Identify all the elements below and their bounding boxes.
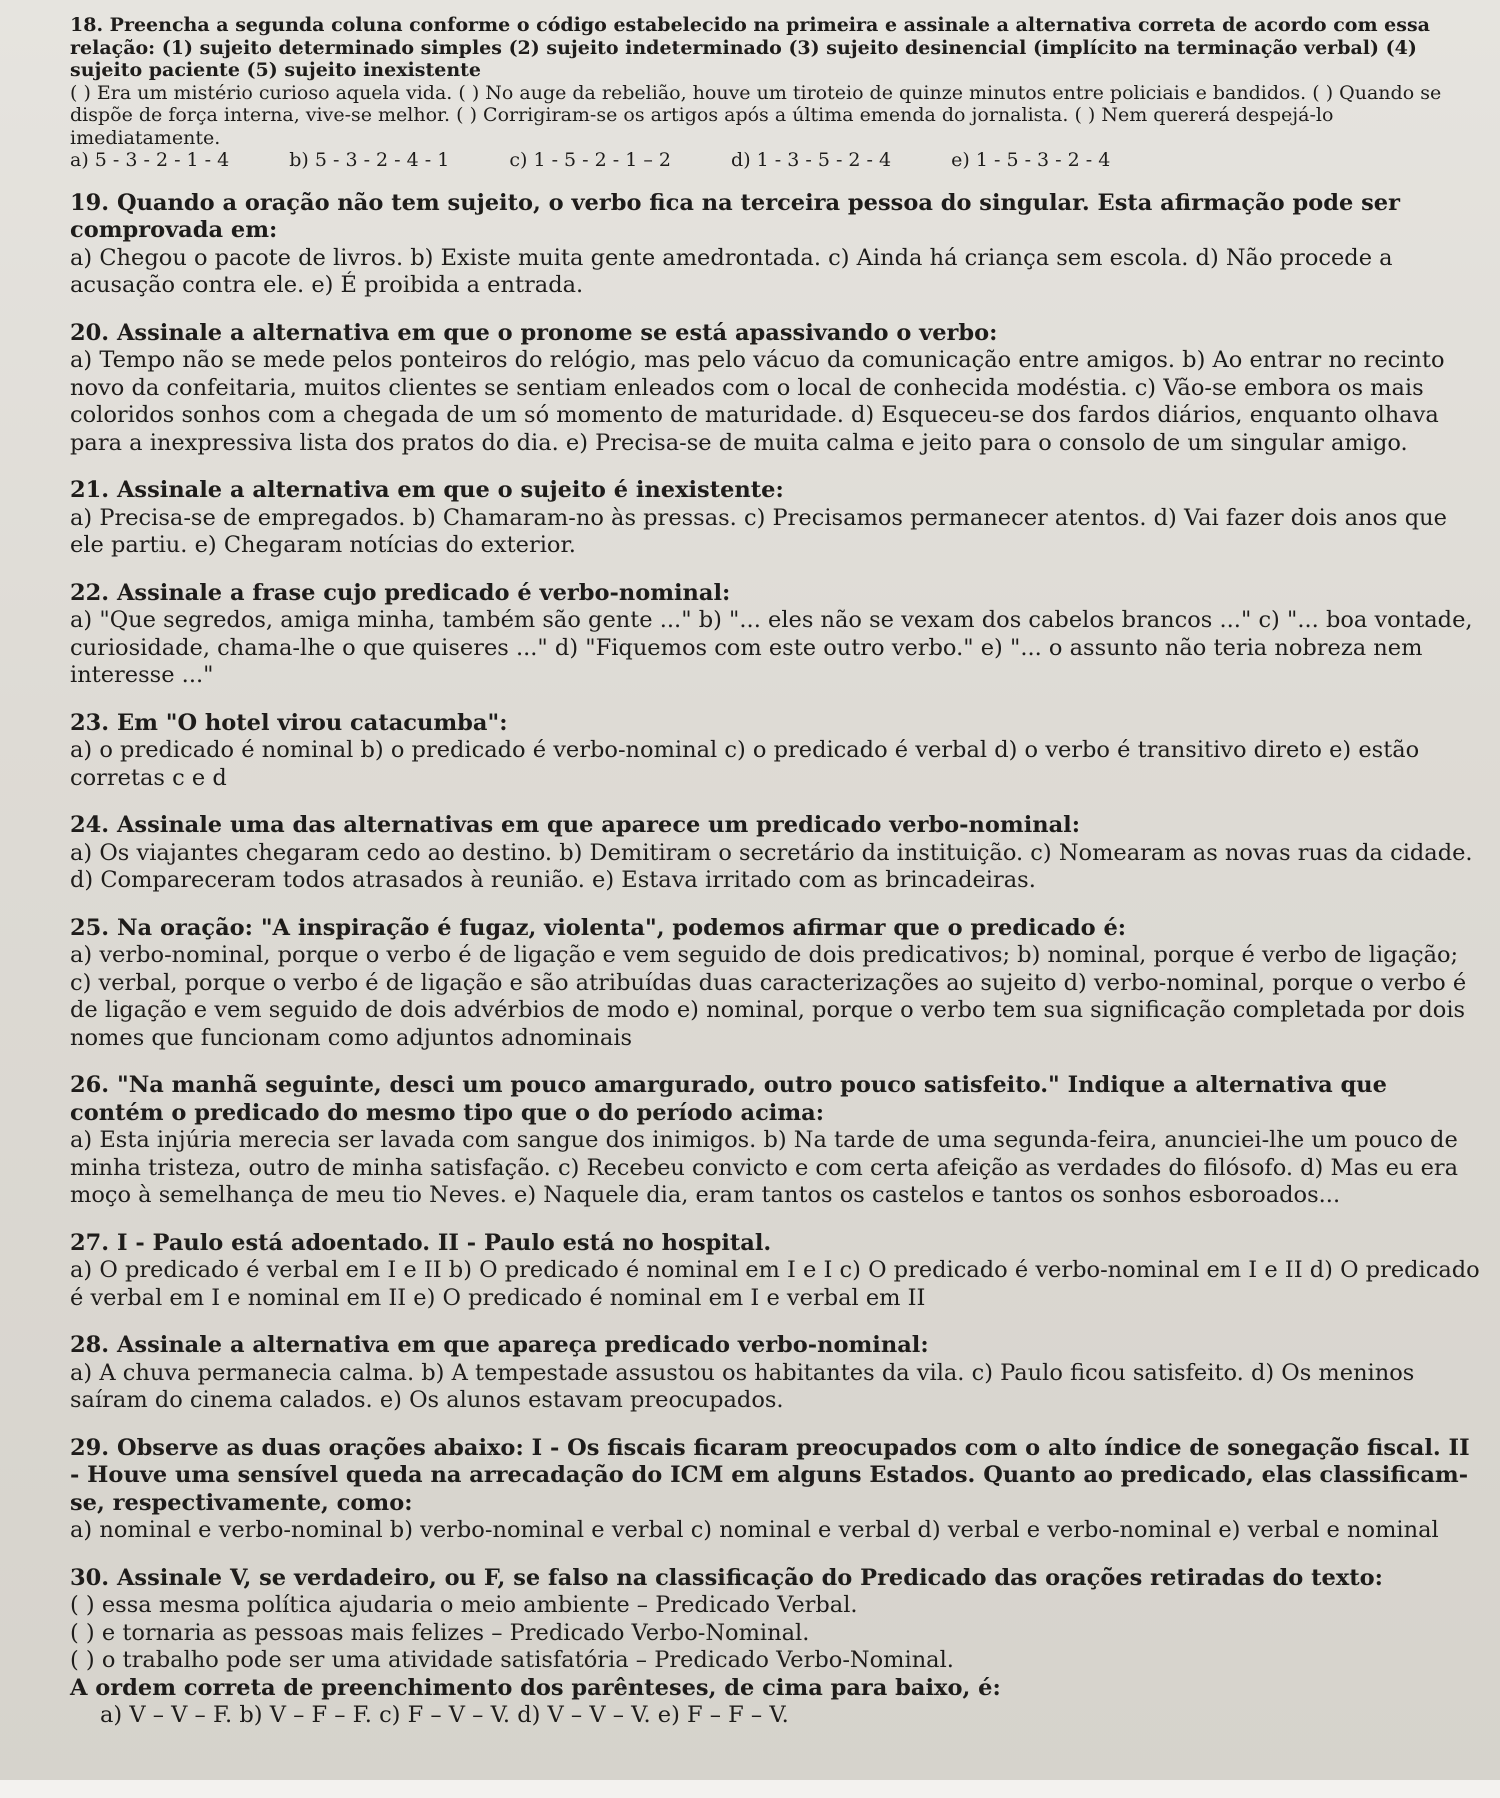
question-27 xyxy=(70,1230,1480,1313)
question-18 xyxy=(70,14,1480,172)
question-19-stem: 19. Quando a oração não tem sujeito, o verbo fica na terceira pessoa do singular. Esta afirmação pode ser comprovada em: xyxy=(70,189,1400,243)
page-bottom-edge xyxy=(0,1780,1500,1798)
option-a: a) 5 - 3 - 2 - 1 - 4 xyxy=(70,149,230,171)
question-23-options: a) o predicado é nominal b) o predicado é verbo-nominal c) o predicado é verbal d) o verbo é transitivo direto e) estão corretas c e d xyxy=(70,737,1420,791)
question-19-options: a) Chegou o pacote de livros. b) Existe muita gente amedrontada. c) Ainda há criança sem escola. d) Não procede a acusação contra ele. e) É proibida a entrada. xyxy=(70,244,1393,298)
question-21-options: a) Precisa-se de empregados. b) Chamaram-no às pressas. c) Precisamos permanecer atentos. d) Vai fazer dois anos que ele partiu. e) Chegaram notícias do exterior. xyxy=(70,504,1447,558)
option-e: e) 1 - 5 - 3 - 2 - 4 xyxy=(951,149,1111,171)
question-27-options: a) O predicado é verbal em I e II b) O predicado é nominal em I e I c) O predicado é verbo-nominal em I e II d) O predicado é verbal em I e nominal em II e) O predicado é nominal em I e verbal em II xyxy=(70,1257,1480,1311)
question-22-stem: 22. Assinale a frase cujo predicado é verbo-nominal: xyxy=(70,579,731,606)
question-20 xyxy=(70,320,1480,458)
question-20-options: a) Tempo não se mede pelos ponteiros do relógio, mas pelo vácuo da comunicação entre amigos. b) Ao entrar no recinto novo da confeitaria, muitos clientes se sentiam enleados com o local de conhecida modéstia. c) Vão-se embora os mais coloridos sonhos com a chegada de um só momento de maturidade. d) Esqueceu-se dos fardos diários, enquanto olhava para a inexpressiva lista dos pratos do dia. e) Precisa-se de muita calma e jeito para o consolo de um singular amigo. xyxy=(70,347,1445,456)
question-25-stem: 25. Na oração: "A inspiração é fugaz, violenta", podemos afirmar que o predicado é: xyxy=(70,914,1127,941)
question-21 xyxy=(70,477,1480,560)
question-22 xyxy=(70,580,1480,690)
question-24-options: a) Os viajantes chegaram cedo ao destino. b) Demitiram o secretário da instituição. c) Nomearam as novas ruas da cidade. d) Compareceram todos atrasados à reunião. e) Estava irritado com as brincadeiras. xyxy=(70,839,1473,893)
question-27-stem: 27. I - Paulo está adoentado. II - Paulo está no hospital. xyxy=(70,1229,772,1256)
question-30-stem: 30. Assinale V, se verdadeiro, ou F, se falso na classificação do Predicado das orações retiradas do texto: xyxy=(70,1564,1383,1591)
question-22-options: a) "Que segredos, amiga minha, também são gente ..." b) "... eles não se vexam dos cabelos brancos ..." c) "... boa vontade, curiosidade, chama-lhe o que quiseres ..." d) "Fiquemos com este outro verbo." e) "... o assunto não teria nobreza nem interesse ..." xyxy=(70,607,1473,688)
question-21-stem: 21. Assinale a alternativa em que o sujeito é inexistente: xyxy=(70,477,784,503)
question-18-options xyxy=(70,149,1480,172)
question-29-stem: 29. Observe as duas orações abaixo: I - Os fiscais ficaram preocupados com o alto índice de sonegação fiscal. II - Houve uma sensível queda na arrecadação do ICM em alguns Estados. Quanto ao predicado, elas classificam-se, respectivamente, como: xyxy=(70,1434,1470,1516)
question-19 xyxy=(70,190,1480,300)
question-30 xyxy=(70,1565,1480,1730)
question-26 xyxy=(70,1072,1480,1210)
question-28-options: a) A chuva permanecia calma. b) A tempestade assustou os habitantes da vila. c) Paulo ficou satisfeito. d) Os meninos saíram do cinema calados. e) Os alunos estavam preocupados. xyxy=(70,1359,1415,1413)
question-30-item-2: ( ) e tornaria as pessoas mais felizes – Predicado Verbo-Nominal. xyxy=(70,1619,810,1646)
question-28 xyxy=(70,1332,1480,1415)
option-c: c) 1 - 5 - 2 - 1 – 2 xyxy=(509,149,671,171)
question-23-stem: 23. Em "O hotel virou catacumba": xyxy=(70,709,508,736)
question-23 xyxy=(70,710,1480,793)
question-18-body: ( ) Era um mistério curioso aquela vida. ( ) No auge da rebelião, houve um tiroteio de quinze minutos entre policiais e bandidos. ( ) Quando se dispõe de força interna, vive-se melhor. ( ) Corrigiram-se os artigos após a última emenda do jornalista. ( ) Nem quererá despejá-lo imediatamente. xyxy=(70,81,1442,149)
question-25-options: a) verbo-nominal, porque o verbo é de ligação e vem seguido de dois predicativos; b) nominal, porque é verbo de ligação; c) verbal, porque o verbo é de ligação e são atribuídas duas caracterizações ao sujeito d) verbo-nominal, porque o verbo é de ligação e vem seguido de dois advérbios de modo e) nominal, porque o verbo tem sua significação completada por dois nomes que funcionam como adjuntos adnominais xyxy=(70,942,1467,1051)
question-18-stem: 18. Preencha a segunda coluna conforme o código estabelecido na primeira e assinale a alternativa correta de acordo com essa relação: (1) sujeito determinado simples (2) sujeito indeterminado (3) sujeito desinencial (implícito na terminação verbal) (4) sujeito paciente (5) sujeito inexistente xyxy=(70,14,1430,81)
question-26-stem: 26. "Na manhã seguinte, desci um pouco amargurado, outro pouco satisfeito." Indique a alternativa que contém o predicado do mesmo tipo que o do período acima: xyxy=(70,1072,1387,1126)
option-d: d) 1 - 3 - 5 - 2 - 4 xyxy=(731,149,892,171)
question-29 xyxy=(70,1435,1480,1545)
option-b: b) 5 - 3 - 2 - 4 - 1 xyxy=(289,149,450,171)
question-30-item-1: ( ) essa mesma política ajudaria o meio ambiente – Predicado Verbal. xyxy=(70,1592,858,1618)
question-24-stem: 24. Assinale uma das alternativas em que aparece um predicado verbo-nominal: xyxy=(70,812,1081,838)
question-30-options: a) V – V – F. b) V – F – F. c) F – V – V. d) V – V – V. e) F – F – V. xyxy=(100,1702,789,1728)
question-30-prompt: A ordem correta de preenchimento dos parênteses, de cima para baixo, é: xyxy=(70,1674,1001,1701)
question-29-options: a) nominal e verbo-nominal b) verbo-nominal e verbal c) nominal e verbal d) verbal e verbo-nominal e) verbal e nominal xyxy=(70,1517,1439,1543)
question-28-stem: 28. Assinale a alternativa em que apareça predicado verbo-nominal: xyxy=(70,1332,929,1358)
exercise-sheet xyxy=(70,14,1480,1750)
question-20-stem: 20. Assinale a alternativa em que o pronome se está apassivando o verbo: xyxy=(70,319,998,346)
question-30-item-3: ( ) o trabalho pode ser uma atividade satisfatória – Predicado Verbo-Nominal. xyxy=(70,1647,954,1673)
question-26-options: a) Esta injúria merecia ser lavada com sangue dos inimigos. b) Na tarde de uma segunda-feira, anunciei-lhe um pouco de minha tristeza, outro de minha satisfação. c) Recebeu convicto e com certa afeição as verdades do filósofo. d) Mas eu era moço à semelhança de meu tio Neves. e) Naquele dia, eram tantos os castelos e tantos os sonhos esboroados... xyxy=(70,1127,1459,1208)
question-25 xyxy=(70,915,1480,1053)
question-24 xyxy=(70,812,1480,895)
